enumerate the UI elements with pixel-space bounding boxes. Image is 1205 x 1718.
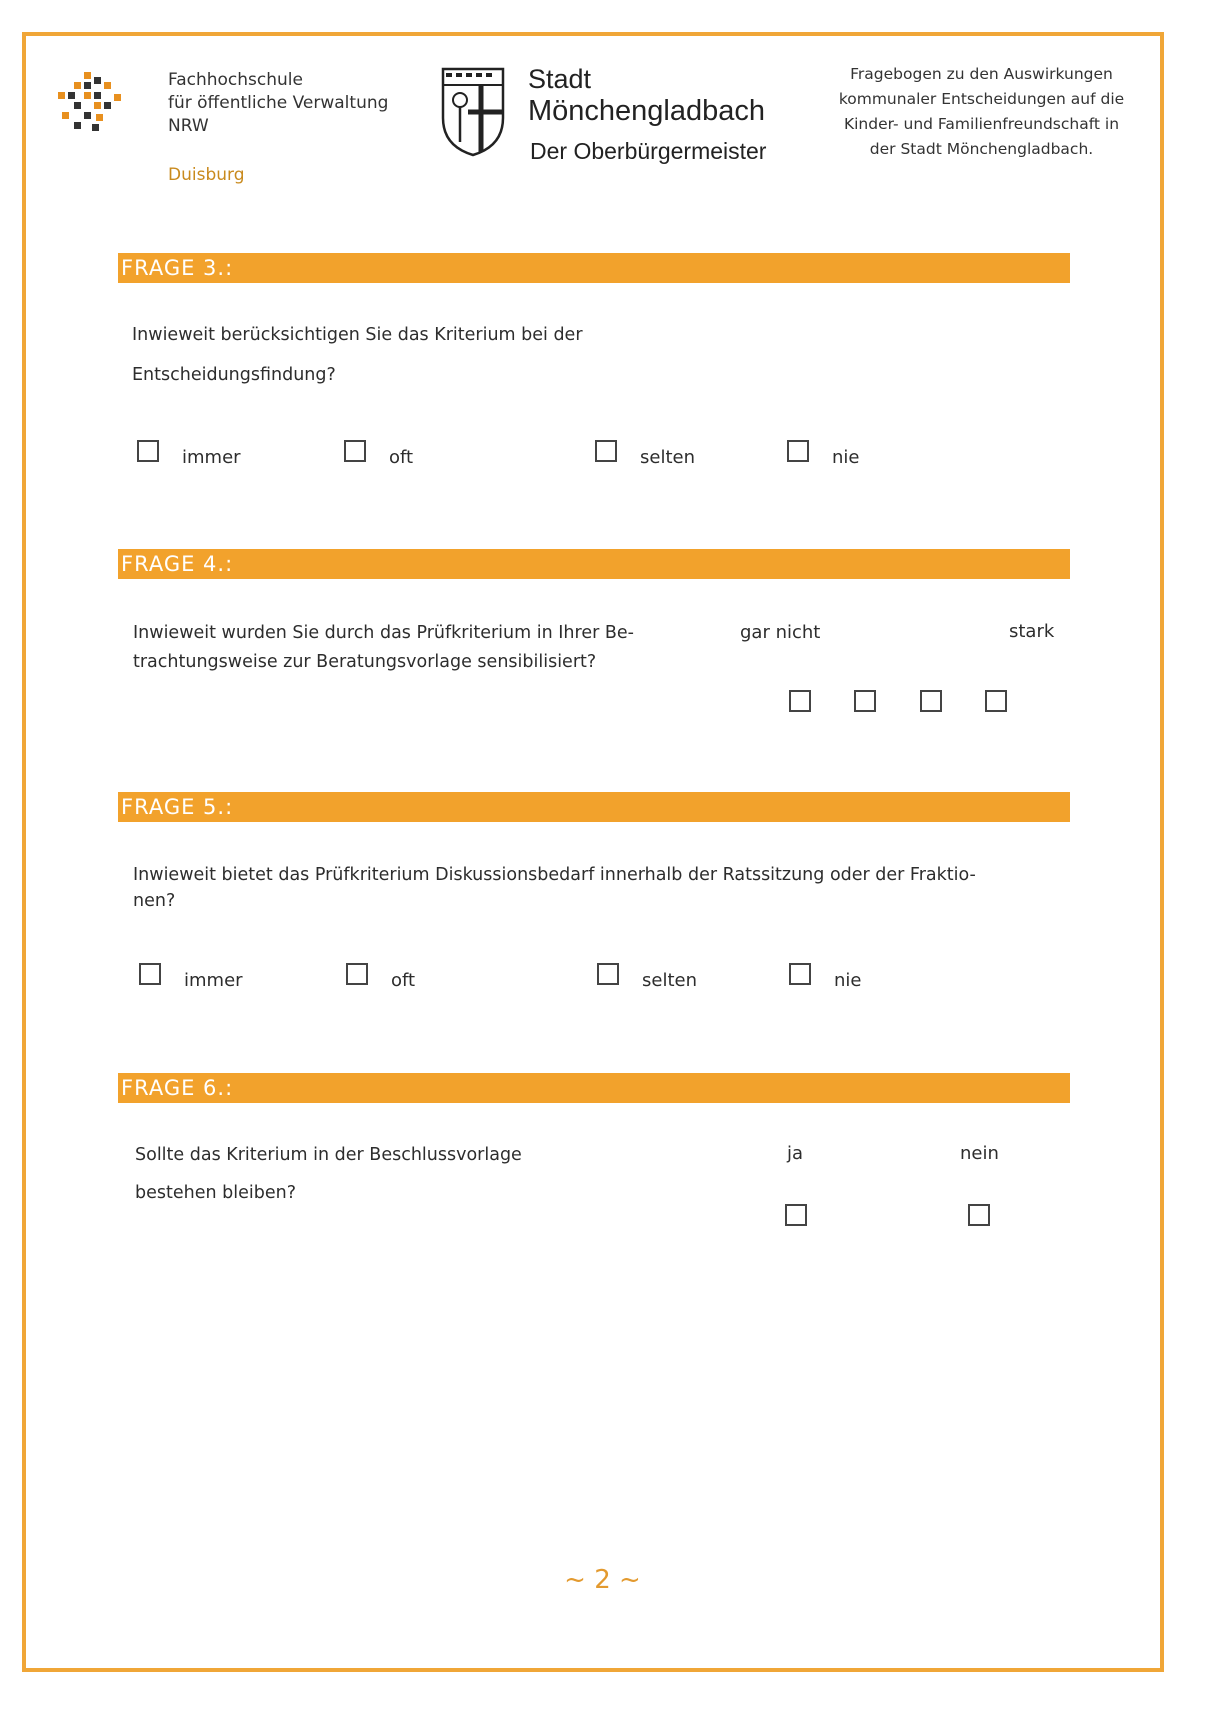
checkbox-q4-scale-2[interactable] [854,690,876,712]
intro-line: der Stadt Mönchengladbach. [869,140,1094,158]
question-text: Sollte das Kriterium in der Beschlussvorlage [135,1145,522,1165]
city-title-line-2: Mönchengladbach [528,95,766,127]
section-heading-q6: FRAGE 6.: [118,1073,1070,1103]
checkbox-q6-ja[interactable] [785,1204,807,1226]
institution-name-line-3: NRW [168,116,209,136]
intro-line: Kinder- und Familienfreundschaft in [843,115,1120,133]
checkbox-q3-immer[interactable] [137,440,159,462]
option-label: selten [642,970,697,991]
city-crest-icon [440,66,506,158]
page-number: ~ 2 ~ [564,1565,641,1595]
intro-line: kommunaler Entscheidungen auf die [838,90,1125,108]
scale-label-high: stark [1009,621,1055,642]
city-title-line-1: Stadt [528,64,592,94]
option-label: immer [182,447,241,468]
question-text: Inwieweit wurden Sie durch das Prüfkriterium in Ihrer Be- [133,623,634,643]
option-label: nie [832,447,860,468]
questionnaire-intro [824,62,1139,162]
checkbox-q4-scale-1[interactable] [789,690,811,712]
checkbox-q6-nein[interactable] [968,1204,990,1226]
section-heading-q5: FRAGE 5.: [118,792,1070,822]
checkbox-q5-nie[interactable] [789,963,811,985]
question-text: Inwieweit bietet das Prüfkriterium Diskussionsbedarf innerhalb der Ratssitzung oder der Fraktio- [133,865,976,885]
option-label: immer [184,970,243,991]
institution-city: Duisburg [168,165,245,185]
institution-name-line-1: Fachhochschule [168,70,303,90]
question-text: Inwieweit berücksichtigen Sie das Kriterium bei der [132,325,583,345]
option-label: oft [391,970,416,991]
city-subtitle: Der Oberbürgermeister [530,138,767,164]
question-text: bestehen bleiben? [135,1183,296,1203]
checkbox-q4-scale-4[interactable] [985,690,1007,712]
question-text: Entscheidungsfindung? [132,365,336,385]
checkbox-q3-nie[interactable] [787,440,809,462]
option-label-nein: nein [960,1143,999,1164]
checkbox-q5-oft[interactable] [346,963,368,985]
option-label-ja: ja [787,1143,804,1164]
checkbox-q5-immer[interactable] [139,963,161,985]
section-heading-q3: FRAGE 3.: [118,253,1070,283]
checkbox-q5-selten[interactable] [597,963,619,985]
institution-name-line-2: für öffentliche Verwaltung [168,93,389,113]
intro-line: Fragebogen zu den Auswirkungen [850,65,1113,83]
checkbox-q4-scale-3[interactable] [920,690,942,712]
question-text: trachtungsweise zur Beratungsvorlage sensibilisiert? [133,652,597,672]
section-heading-q4: FRAGE 4.: [118,549,1070,579]
scale-label-low: gar nicht [740,622,821,643]
option-label: oft [389,447,414,468]
option-label: selten [640,447,695,468]
question-text: nen? [133,891,176,911]
checkbox-q3-selten[interactable] [595,440,617,462]
checkbox-q3-oft[interactable] [344,440,366,462]
option-label: nie [834,970,862,991]
fh-logo-icon [56,72,128,134]
